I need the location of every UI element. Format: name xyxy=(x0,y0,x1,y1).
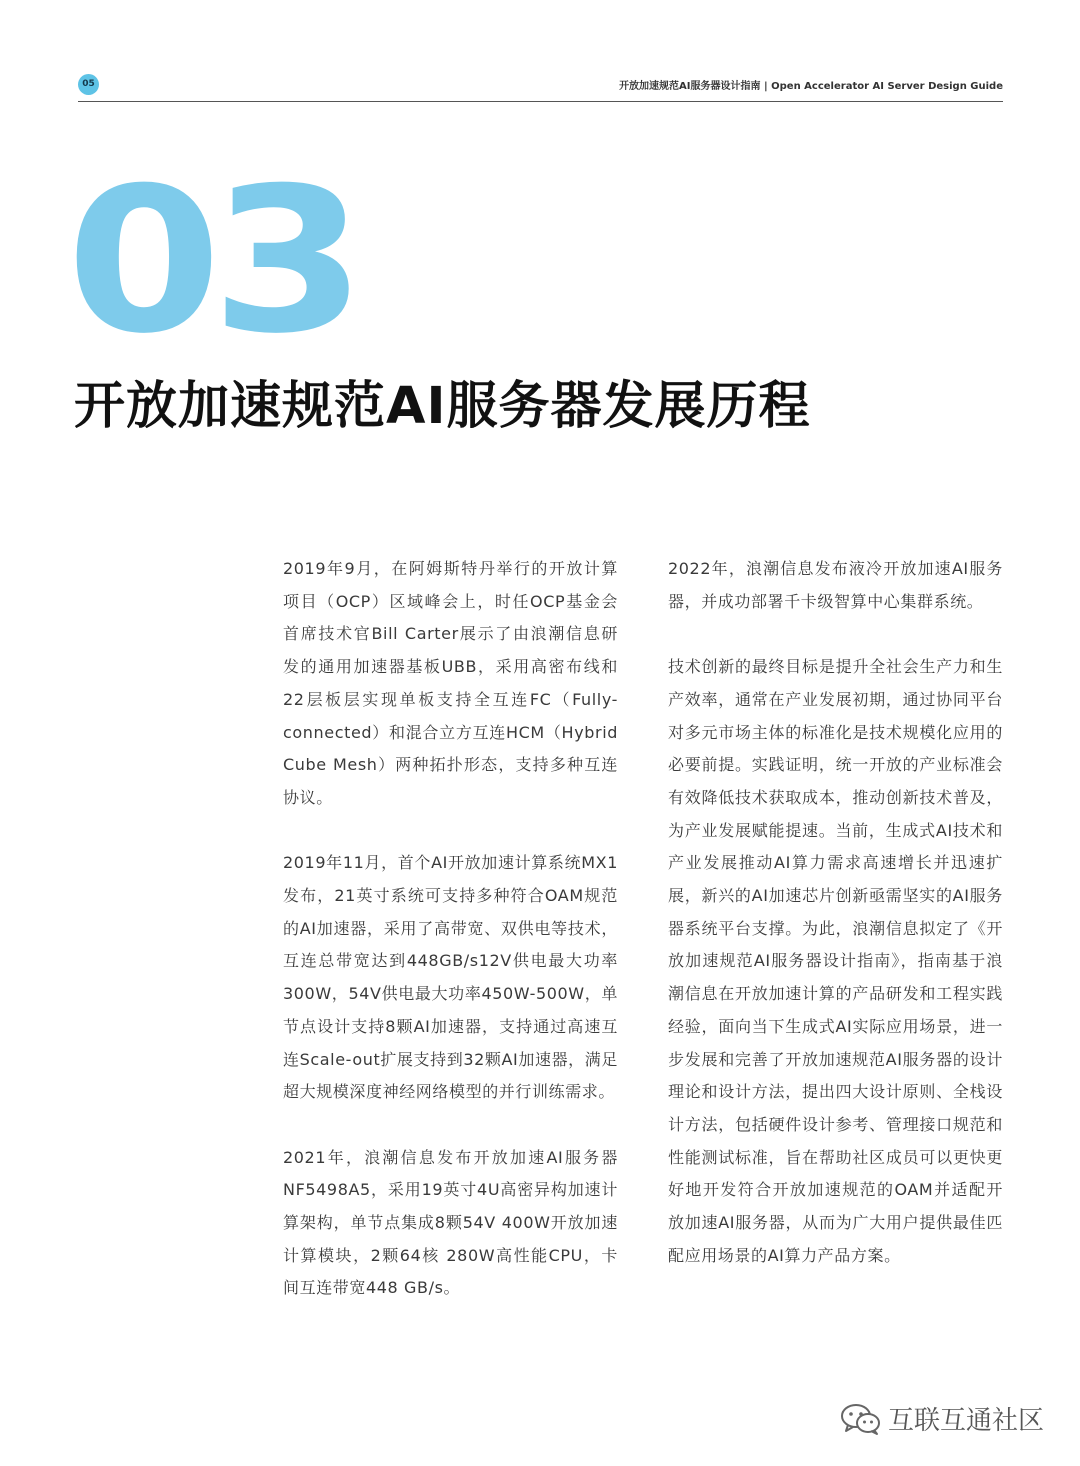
header-divider xyxy=(78,101,1003,102)
page-number-badge: 05 xyxy=(78,74,99,95)
body-column-left xyxy=(283,553,618,1305)
running-header: 开放加速规范AI服务器设计指南 | Open Accelerator AI Server Design Guide xyxy=(619,81,1003,92)
paragraph: 2022年，浪潮信息发布液冷开放加速AI服务器，并成功部署千卡级智算中心集群系统。 xyxy=(668,559,1003,611)
chapter-title: 开放加速规范AI服务器发展历程 xyxy=(74,377,811,436)
paragraph: 2019年9月，在阿姆斯特丹举行的开放计算项目（OCP）区域峰会上，时任OCP基金会首席技术官Bill Carter展示了由浪潮信息研发的通用加速器基板UBB，采用高密布线和22层板层实现单板支持全互连FC（Fully-connected）和混合立方互连HCM（Hybrid Cube Mesh）两种拓扑形态，支持多种互连协议。 xyxy=(283,559,618,807)
paragraph: 技术创新的最终目标是提升全社会生产力和生产效率，通常在产业发展初期，通过协同平台对多元市场主体的标准化是技术规模化应用的必要前提。实践证明，统一开放的产业标准会有效降低技术获取成本，推动创新技术普及，为产业发展赋能提速。当前，生成式AI技术和产业发展推动AI算力需求高速增长并迅速扩展，新兴的AI加速芯片创新亟需坚实的AI服务器系统平台支撑。为此，浪潮信息拟定了《开放加速规范AI服务器设计指南》，指南基于浪潮信息在开放加速计算的产品研发和工程实践经验，面向当下生成式AI实际应用场景，进一步发展和完善了开放加速规范AI服务器的设计理论和设计方法，提出四大设计原则、全栈设计方法，包括硬件设计参考、管理接口规范和性能测试标准，旨在帮助社区成员可以更快更好地开发符合开放加速规范的OAM并适配开放加速AI服务器，从而为广大用户提供最佳匹配应用场景的AI算力产品方案。 xyxy=(668,657,1003,1265)
chapter-number: 03 xyxy=(66,145,356,378)
wechat-icon xyxy=(840,1402,882,1436)
paragraph: 2019年11月，首个AI开放加速计算系统MX1发布，21英寸系统可支持多种符合OAM规范的AI加速器，采用了高带宽、双供电等技术，互连总带宽达到448GB/s12V供电最大功率300W，54V供电最大功率450W-500W，单节点设计支持8颗AI加速器，支持通过高速互连Scale-out扩展支持到32颗AI加速器，满足超大规模深度神经网络模型的并行训练需求。 xyxy=(283,853,618,1102)
source-watermark xyxy=(840,1400,1044,1437)
body-column-right xyxy=(668,553,1003,1272)
watermark-text: 互联互通社区 xyxy=(887,1406,1044,1436)
paragraph: 2021年，浪潮信息发布开放加速AI服务器NF5498A5，采用19英寸4U高密异构加速计算架构，单节点集成8颗54V 400W开放加速计算模块，2颗64核 280W高性能CPU，卡间互连带宽448 GB/s。 xyxy=(283,1147,618,1298)
